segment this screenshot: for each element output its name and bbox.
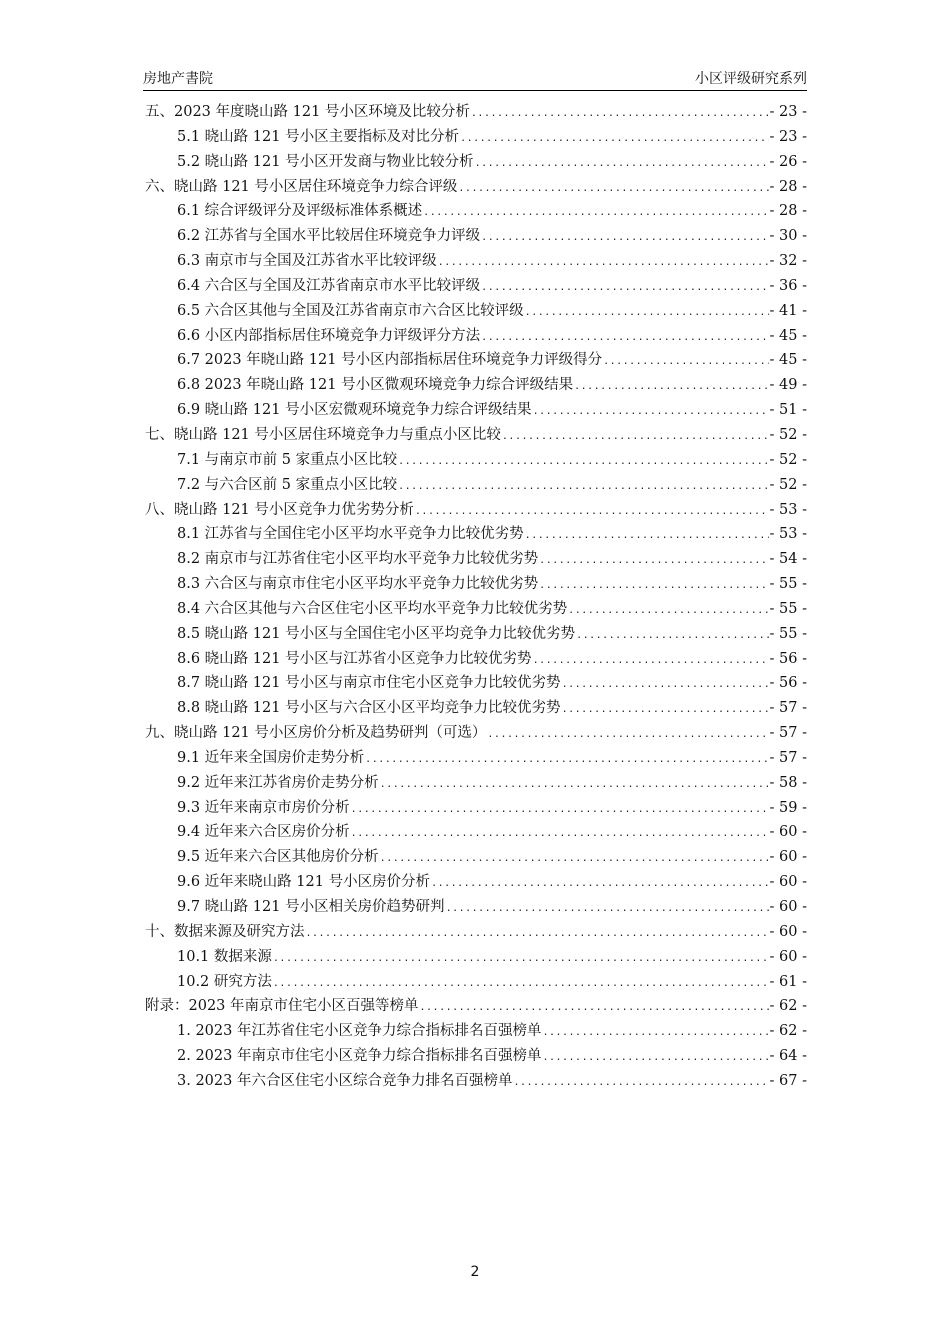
toc-entry-title: 6.3 南京市与全国及江苏省水平比较评级 [177,253,437,270]
toc-entry-title: 5.1 晓山路 121 号小区主要指标及对比分析 [177,128,460,145]
toc-dot-leader [481,226,768,251]
toc-entry-page: - 36 - [769,277,807,294]
toc-entry-page: - 41 - [769,302,807,319]
toc-entry-title: 8.4 六合区其他与六合区住宅小区平均水平竞争力比较优劣势 [177,600,568,617]
toc-entry-title: 10.1 数据来源 [177,948,272,965]
page-number: 2 [470,1264,480,1280]
toc-entry-title: 八、晓山路 121 号小区竞争力优劣势分析 [145,501,414,518]
toc-dot-leader [460,127,768,152]
toc-entry-title: 6.8 2023 年晓山路 121 号小区微观环境竞争力综合评级结果 [177,377,574,394]
toc-entry-title: 6.4 六合区与全国及江苏省南京市水平比较评级 [177,277,481,294]
page-header [143,66,807,91]
toc-chapter-entry[interactable] [145,498,807,523]
toc-dot-leader [481,326,768,351]
toc-entry-page: - 62 - [769,1023,807,1040]
toc-dot-leader [481,276,768,301]
toc-dot-leader [273,947,769,972]
toc-section-entry[interactable] [145,746,807,771]
toc-entry-title: 6.6 小区内部指标居住环境竞争力评级评分方法 [177,327,481,344]
toc-entry-title: 7.2 与六合区前 5 家重点小区比较 [177,476,398,493]
toc-entry-title: 8.3 六合区与南京市住宅小区平均水平竞争力比较优劣势 [177,576,539,593]
toc-entry-title: 六、晓山路 121 号小区居住环境竞争力综合评级 [145,178,458,195]
toc-entry-page: - 45 - [769,352,807,369]
toc-entry-title: 七、晓山路 121 号小区居住环境竞争力与重点小区比较 [145,426,501,443]
toc-section-entry[interactable] [145,398,807,423]
toc-entry-page: - 28 - [769,178,807,195]
toc-dot-leader [398,475,768,500]
toc-dot-leader [533,649,769,674]
toc-entry-title: 8.2 南京市与江苏省住宅小区平均水平竞争力比较优劣势 [177,551,539,568]
toc-entry-title: 9.2 近年来江苏省房价走势分析 [177,774,379,791]
toc-dot-leader [446,897,769,922]
toc-entry-page: - 54 - [769,551,807,568]
toc-section-entry[interactable] [145,547,807,572]
toc-entry-title: 9.3 近年来南京市房价分析 [177,799,350,816]
toc-dot-leader [542,1046,768,1071]
toc-entry-page: - 67 - [769,1072,807,1089]
toc-entry-title: 9.6 近年来晓山路 121 号小区房价分析 [177,874,431,891]
toc-entry-page: - 28 - [769,203,807,220]
toc-dot-leader [365,748,768,773]
toc-dot-leader [351,822,769,847]
toc-section-entry[interactable] [145,522,807,547]
toc-dot-leader [562,673,769,698]
toc-section-entry[interactable] [145,199,807,224]
toc-dot-leader [533,400,769,425]
toc-entry-title: 附录：2023 年南京市住宅小区百强等榜单 [145,998,419,1015]
toc-entry-title: 6.1 综合评级评分及评级标准体系概述 [177,203,423,220]
toc-chapter-entry[interactable] [145,100,807,125]
toc-section-entry[interactable] [145,1044,807,1069]
toc-entry-page: - 59 - [769,799,807,816]
toc-section-entry[interactable] [145,796,807,821]
toc-chapter-entry[interactable] [145,721,807,746]
toc-section-entry[interactable] [145,970,807,995]
toc-entry-page: - 53 - [769,526,807,543]
toc-entry-page: - 53 - [769,501,807,518]
toc-entry-page: - 51 - [769,402,807,419]
toc-section-entry[interactable] [145,473,807,498]
toc-dot-leader [525,301,769,326]
toc-dot-leader [487,723,768,748]
toc-section-entry[interactable] [145,224,807,249]
toc-entry-page: - 32 - [769,253,807,270]
toc-entry-page: - 55 - [769,625,807,642]
toc-dot-leader [542,1021,768,1046]
toc-dot-leader [576,624,768,649]
toc-section-entry[interactable] [145,249,807,274]
toc-section-entry[interactable] [145,299,807,324]
toc-entry-title: 8.8 晓山路 121 号小区与六合区小区平均竞争力比较优劣势 [177,700,561,717]
toc-section-entry[interactable] [145,274,807,299]
toc-entry-page: - 57 - [769,749,807,766]
toc-entry-title: 8.7 晓山路 121 号小区与南京市住宅小区竞争力比较优劣势 [177,675,561,692]
toc-entry-title: 3. 2023 年六合区住宅小区综合竞争力排名百强榜单 [177,1072,513,1089]
toc-section-entry[interactable] [145,671,807,696]
toc-entry-title: 5.2 晓山路 121 号小区开发商与物业比较分析 [177,153,474,170]
toc-entry-page: - 61 - [769,973,807,990]
toc-entry-title: 10.2 研究方法 [177,973,272,990]
toc-entry-page: - 60 - [769,948,807,965]
toc-dot-leader [420,996,769,1021]
toc-section-entry[interactable] [145,870,807,895]
toc-entry-title: 9.4 近年来六合区房价分析 [177,824,350,841]
toc-entry-page: - 26 - [769,153,807,170]
toc-entry-page: - 57 - [769,725,807,742]
toc-section-entry[interactable] [145,1019,807,1044]
toc-dot-leader [568,599,768,624]
toc-entry-title: 九、晓山路 121 号小区房价分析及趋势研判（可选） [145,725,487,742]
toc-dot-leader [603,350,768,375]
toc-section-entry[interactable] [145,771,807,796]
toc-entry-page: - 60 - [769,874,807,891]
toc-entry-page: - 52 - [769,426,807,443]
header-publisher: 房地产書院 [143,71,213,87]
toc-dot-leader [574,375,768,400]
toc-entry-page: - 49 - [769,377,807,394]
toc-dot-leader [458,177,768,202]
toc-section-entry[interactable] [145,597,807,622]
toc-entry-page: - 56 - [769,675,807,692]
toc-chapter-entry[interactable] [145,423,807,448]
toc-entry-title: 9.1 近年来全国房价走势分析 [177,749,365,766]
toc-section-entry[interactable] [145,945,807,970]
toc-entry-title: 8.6 晓山路 121 号小区与江苏省小区竞争力比较优劣势 [177,650,532,667]
toc-entry-title: 6.5 六合区其他与全国及江苏省南京市六合区比较评级 [177,302,524,319]
toc-entry-page: - 64 - [769,1048,807,1065]
toc-entry-page: - 58 - [769,774,807,791]
toc-entry-title: 8.1 江苏省与全国住宅小区平均水平竞争力比较优劣势 [177,526,524,543]
toc-section-entry[interactable] [145,348,807,373]
toc-entry-page: - 57 - [769,700,807,717]
toc-entry-page: - 56 - [769,650,807,667]
toc-entry-title: 1. 2023 年江苏省住宅小区竞争力综合指标排名百强榜单 [177,1023,542,1040]
toc-dot-leader [539,574,768,599]
toc-dot-leader [380,847,769,872]
toc-entry-page: - 23 - [769,128,807,145]
toc-entry-page: - 52 - [769,476,807,493]
toc-dot-leader [423,201,768,226]
toc-entry-page: - 60 - [769,923,807,940]
toc-entry-page: - 52 - [769,451,807,468]
toc-section-entry[interactable] [145,647,807,672]
toc-section-entry[interactable] [145,895,807,920]
toc-section-entry[interactable] [145,373,807,398]
toc-entry-page: - 55 - [769,600,807,617]
toc-entry-page: - 60 - [769,849,807,866]
toc-dot-leader [475,152,769,177]
toc-chapter-entry[interactable] [145,175,807,200]
toc-section-entry[interactable] [145,845,807,870]
header-series-title: 小区评级研究系列 [695,71,807,87]
toc-entry-title: 9.7 晓山路 121 号小区相关房价趋势研判 [177,899,445,915]
toc-section-entry[interactable] [145,622,807,647]
toc-entry-page: - 60 - [769,824,807,841]
toc-entry-title: 9.5 近年来六合区其他房价分析 [177,849,379,866]
toc-chapter-entry[interactable] [145,920,807,945]
toc-dot-leader [562,698,769,723]
toc-dot-leader [438,251,769,276]
toc-section-entry[interactable] [145,1069,807,1094]
toc-entry-page: - 60 - [769,899,807,915]
toc-dot-leader [502,425,769,450]
toc-section-entry[interactable] [145,696,807,721]
toc-dot-leader [539,549,768,574]
toc-dot-leader [525,524,769,549]
toc-entry-title: 8.5 晓山路 121 号小区与全国住宅小区平均竞争力比较优劣势 [177,625,576,642]
toc-dot-leader [513,1071,768,1096]
toc-entry-title: 6.2 江苏省与全国水平比较居住环境竞争力评级 [177,228,481,245]
toc-section-entry[interactable] [145,820,807,845]
toc-dot-leader [273,972,769,997]
toc-entry-page: - 23 - [769,104,807,120]
toc-entry-title: 五、2023 年度晓山路 121 号小区环境及比较分析 [145,104,470,120]
toc-entry-page: - 55 - [769,576,807,593]
toc-section-entry[interactable] [145,324,807,349]
toc-entry-title: 7.1 与南京市前 5 家重点小区比较 [177,451,398,468]
toc-section-entry[interactable] [145,572,807,597]
toc-section-entry[interactable] [145,448,807,473]
toc-entry-page: - 45 - [769,327,807,344]
toc-entry-title: 2. 2023 年南京市住宅小区竞争力综合指标排名百强榜单 [177,1048,542,1065]
toc-dot-leader [398,450,768,475]
toc-dot-leader [351,798,769,823]
toc-chapter-entry[interactable] [145,994,807,1019]
toc-entry-title: 6.9 晓山路 121 号小区宏微观环境竞争力综合评级结果 [177,402,532,419]
toc-dot-leader [471,102,769,127]
toc-dot-leader [306,922,769,947]
table-of-contents [145,100,807,1094]
toc-entry-page: - 62 - [769,998,807,1015]
toc-section-entry[interactable] [145,150,807,175]
toc-dot-leader [431,872,768,897]
toc-entry-title: 十、数据来源及研究方法 [145,923,305,940]
toc-dot-leader [415,500,769,525]
toc-entry-page: - 30 - [769,228,807,245]
toc-dot-leader [380,773,769,798]
toc-entry-title: 6.7 2023 年晓山路 121 号小区内部指标居住环境竞争力评级得分 [177,352,603,369]
toc-section-entry[interactable] [145,125,807,150]
